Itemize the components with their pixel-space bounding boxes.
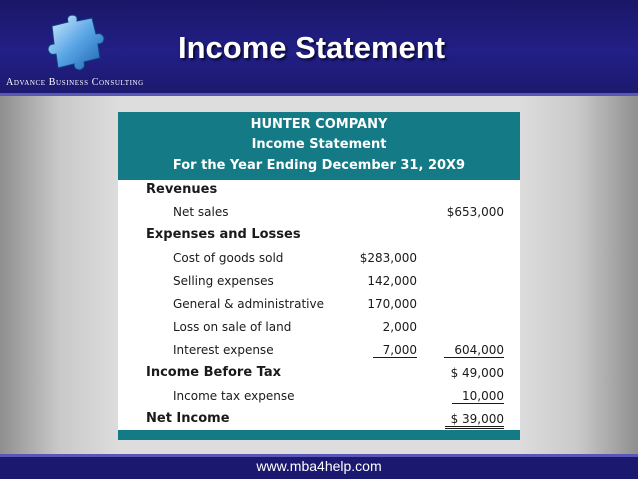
- footer-divider: [0, 454, 638, 457]
- section-row-revenues: [118, 180, 520, 202]
- section-row-income-before-tax: [118, 363, 520, 385]
- row-amount: 142,000: [367, 274, 417, 288]
- row-amount: 2,000: [382, 320, 417, 334]
- row-label: Selling expenses: [173, 274, 274, 288]
- row-total: $ 49,000: [450, 366, 504, 380]
- row-amount: $283,000: [359, 251, 417, 265]
- statement-title: Income Statement: [251, 137, 387, 152]
- row-amount: 170,000: [367, 297, 417, 311]
- section-row-expenses: [118, 225, 520, 247]
- row-label: Revenues: [146, 182, 218, 197]
- company-name: HUNTER COMPANY: [250, 117, 388, 132]
- row-label: Net sales: [173, 205, 229, 219]
- slide-title: Income Statement: [178, 30, 446, 65]
- table-row: [118, 248, 520, 270]
- table-row: [118, 340, 520, 362]
- row-label: Expenses and Losses: [146, 227, 301, 242]
- row-total: $ 39,000: [445, 412, 504, 429]
- table-row: [118, 202, 520, 224]
- row-label: Net Income: [146, 411, 230, 426]
- income-statement-table: [118, 112, 520, 440]
- slide-header: [0, 0, 638, 93]
- company-logo-text: Advance Business Consulting: [6, 77, 144, 88]
- row-total: $653,000: [446, 205, 504, 219]
- row-label: Loss on sale of land: [173, 320, 292, 334]
- table-row: [118, 294, 520, 316]
- table-row: [118, 386, 520, 408]
- row-label: Interest expense: [173, 343, 274, 357]
- section-row-net-income: [118, 409, 520, 431]
- puzzle-piece-icon: [42, 14, 106, 72]
- table-row: [118, 317, 520, 339]
- row-total: 604,000: [444, 343, 504, 358]
- row-label: General & administrative: [173, 297, 324, 311]
- statement-footer-bar: [118, 430, 520, 440]
- row-amount: 7,000: [373, 343, 417, 358]
- statement-header: [118, 112, 520, 180]
- footer-url: www.mba4help.com: [256, 458, 382, 474]
- row-label: Income Before Tax: [146, 365, 282, 380]
- row-label: Cost of goods sold: [173, 251, 284, 265]
- table-row: [118, 271, 520, 293]
- statement-period: For the Year Ending December 31, 20X9: [172, 158, 466, 173]
- row-total: 10,000: [452, 389, 504, 404]
- row-label: Income tax expense: [173, 389, 295, 403]
